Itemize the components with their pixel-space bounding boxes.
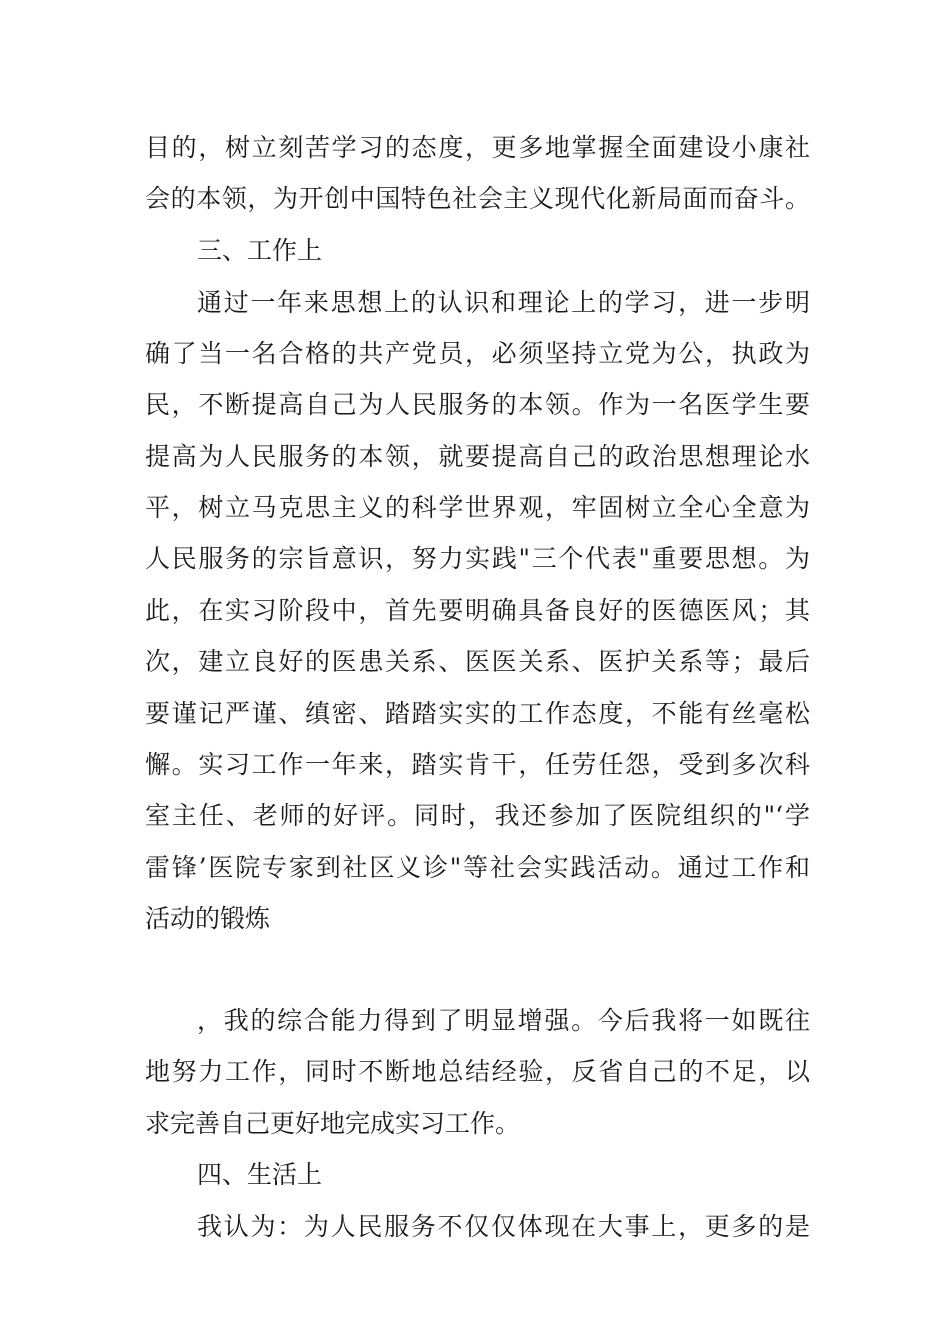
section-heading: 四、生活上 — [197, 1160, 323, 1189]
section-heading: 三、工作上 — [197, 236, 323, 265]
paragraph-line: 地努力工作，同时不断地总结经验，反省自己的不足，以 — [145, 1057, 810, 1086]
paragraph-line: 民，不断提高自己为人民服务的本领。作为一名医学生要 — [145, 390, 810, 419]
paragraph-line: 平，树立马克思主义的科学世界观，牢固树立全心全意为 — [145, 493, 810, 522]
paragraph-line: 提高为人民服务的本领，就要提高自己的政治思想理论水 — [145, 442, 810, 471]
paragraph-line: 活动的锻炼 — [145, 904, 271, 933]
paragraph-line: 懈。实习工作一年来，踏实肯干，任劳任怨，受到多次科 — [145, 750, 810, 779]
paragraph-line: 要谨记严谨、缜密、踏踏实实的工作态度，不能有丝毫松 — [145, 699, 810, 728]
paragraph-line: ，我的综合能力得到了明显增强。今后我将一如既往 — [197, 1006, 810, 1035]
paragraph-line: 人民服务的宗旨意识，努力实践"三个代表"重要思想。为 — [145, 544, 810, 573]
paragraph-line: 求完善自己更好地完成实习工作。 — [145, 1109, 521, 1138]
paragraph-line: 次，建立良好的医患关系、医医关系、医护关系等；最后 — [145, 647, 810, 676]
paragraph-line: 雷锋’医院专家到社区义诊"等社会实践活动。通过工作和 — [145, 853, 810, 882]
paragraph-line: 确了当一名合格的共产党员，必须坚持立党为公，执政为 — [145, 339, 810, 368]
paragraph-line: 我认为：为人民服务不仅仅体现在大事上，更多的是 — [197, 1212, 810, 1241]
paragraph-line: 会的本领，为开创中国特色社会主义现代化新局面而奋斗。 — [145, 184, 810, 213]
paragraph-line: 此，在实习阶段中，首先要明确具备良好的医德医风；其 — [145, 596, 810, 625]
paragraph-line: 室主任、老师的好评。同时，我还参加了医院组织的"‘学 — [145, 801, 810, 830]
paragraph-line: 目的，树立刻苦学习的态度，更多地掌握全面建设小康社 — [145, 133, 810, 162]
paragraph-line: 通过一年来思想上的认识和理论上的学习，进一步明 — [197, 288, 810, 317]
